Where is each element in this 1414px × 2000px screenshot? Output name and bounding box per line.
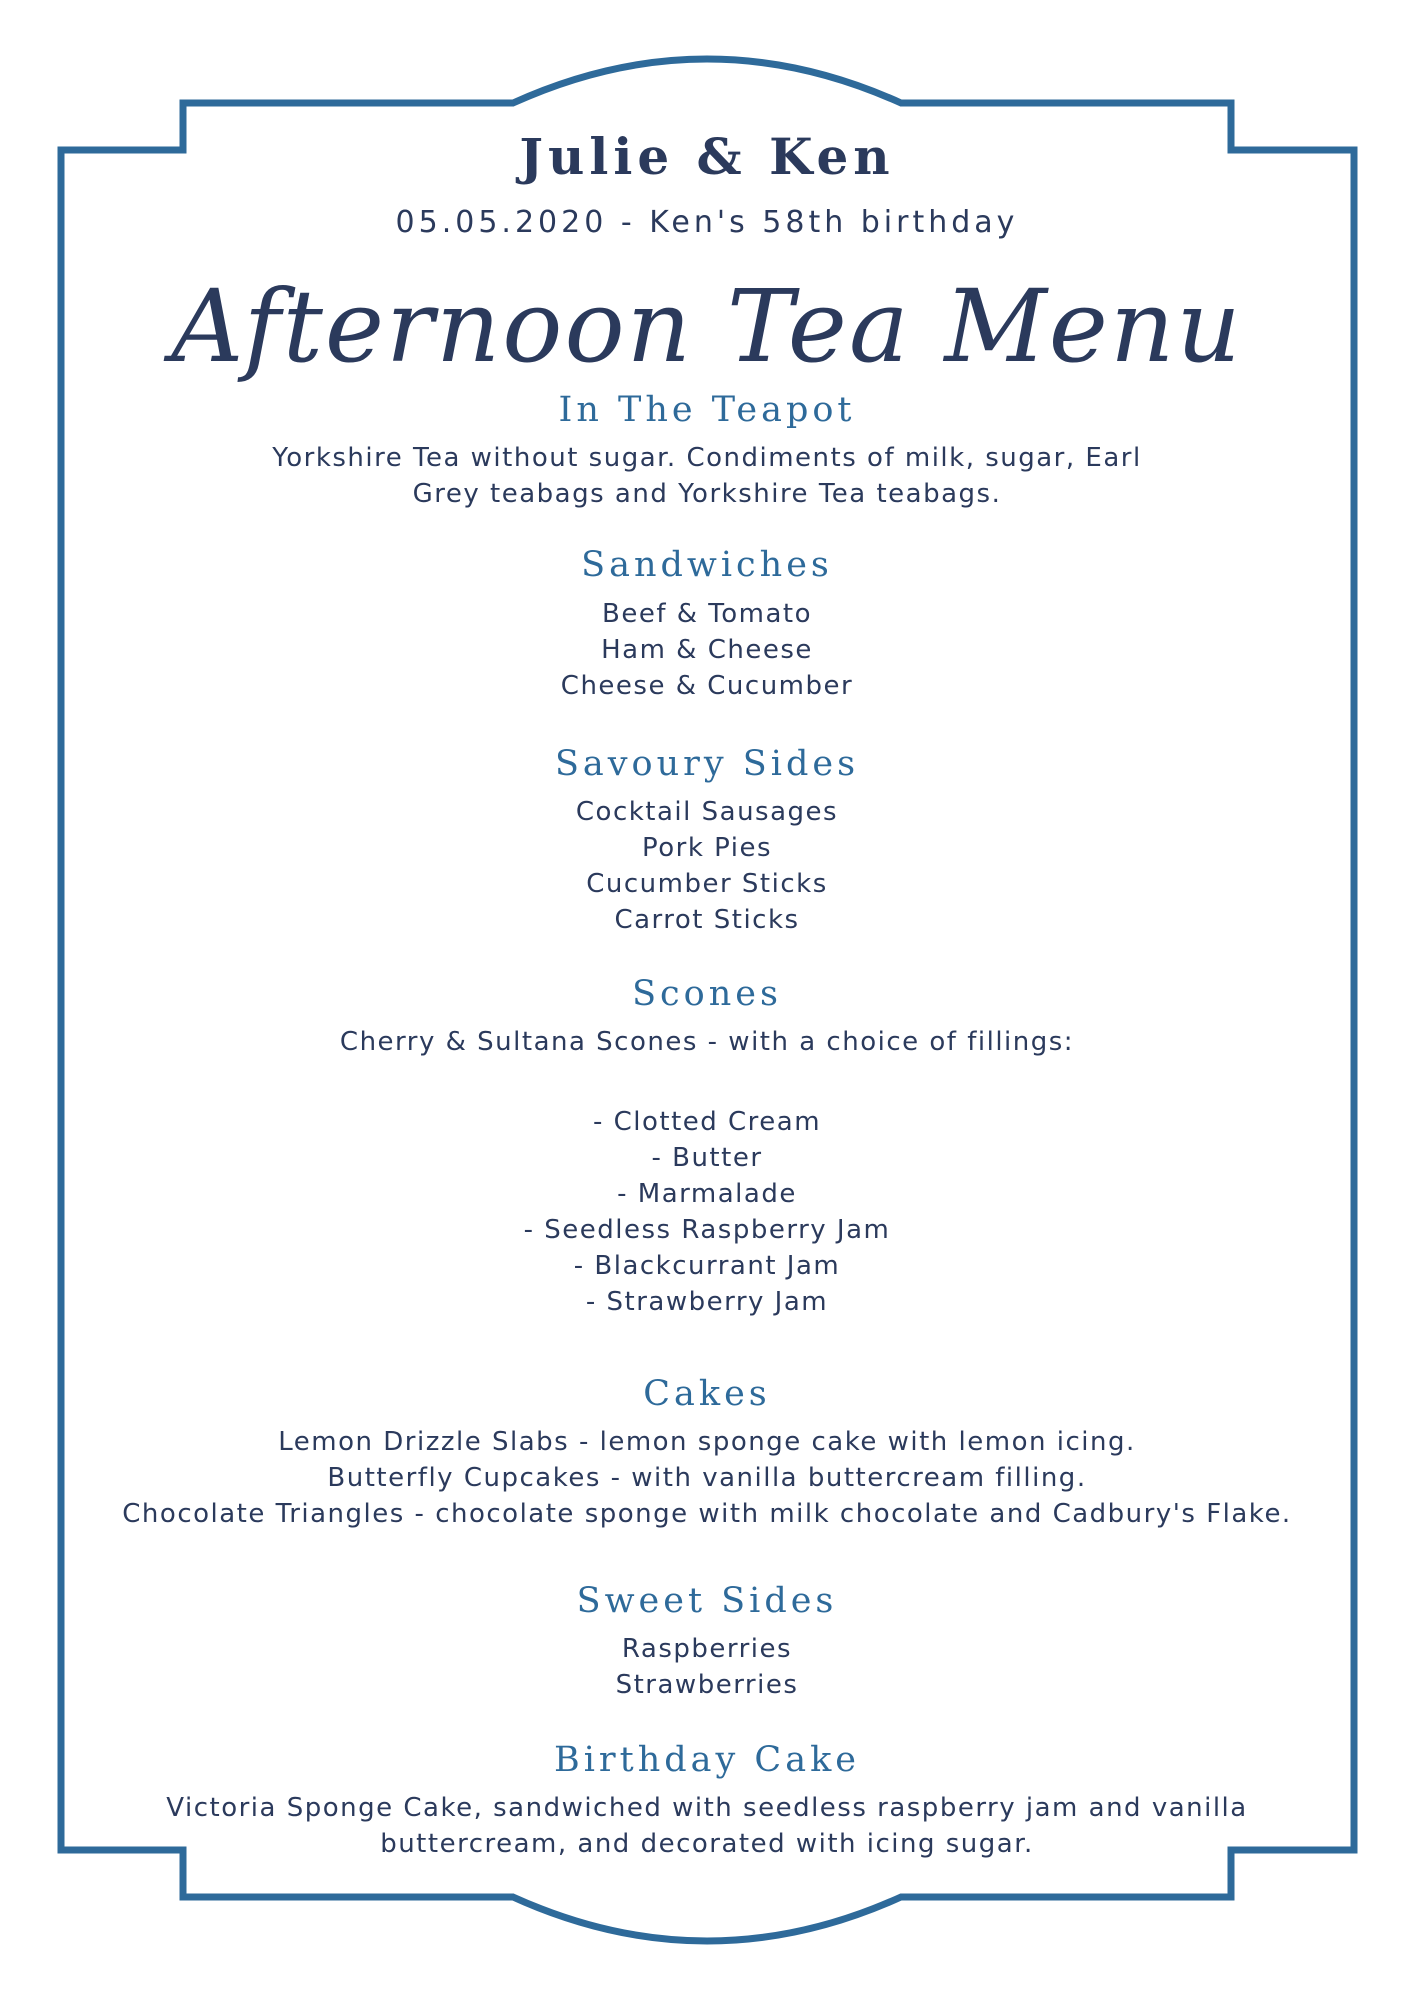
filling-item: - Butter (651, 1143, 763, 1173)
section-heading-birthday-cake: Birthday Cake (554, 1740, 860, 1780)
teapot-line: Grey teabags and Yorkshire Tea teabags. (412, 479, 1002, 509)
scone-fillings-list (0, 1104, 1414, 1320)
menu-item: Carrot Sticks (614, 905, 800, 935)
birthday-line: Victoria Sponge Cake, sandwiched with seedless raspberry jam and vanilla (166, 1793, 1248, 1823)
section-heading-sandwiches: Sandwiches (581, 545, 833, 585)
sandwiches-list (0, 596, 1414, 704)
event-date: 05.05.2020 - Ken's 58th birthday (395, 205, 1019, 240)
menu-item: Raspberries (621, 1634, 793, 1664)
menu-item: Chocolate Triangles - chocolate sponge with milk chocolate and Cadbury's Flake. (122, 1499, 1292, 1529)
filling-item: - Strawberry Jam (585, 1287, 829, 1317)
couple-names: Julie & Ken (519, 127, 895, 186)
menu-item: Pork Pies (641, 833, 773, 863)
teapot-description (0, 440, 1414, 512)
savoury-sides-list (0, 794, 1414, 938)
sweet-sides-list (0, 1631, 1414, 1703)
filling-item: - Blackcurrant Jam (573, 1251, 841, 1281)
teapot-line: Yorkshire Tea without sugar. Condiments of milk, sugar, Earl (272, 443, 1142, 473)
menu-title: Afternoon Tea Menu (171, 268, 1243, 385)
section-heading-teapot: In The Teapot (558, 390, 856, 430)
section-heading-cakes: Cakes (643, 1374, 771, 1414)
scones-description (0, 1024, 1414, 1060)
filling-item: - Marmalade (617, 1179, 797, 1209)
section-heading-sweet-sides: Sweet Sides (576, 1581, 838, 1621)
menu-item: Butterfly Cupcakes - with vanilla buttercream filling. (327, 1463, 1087, 1493)
menu-item: Lemon Drizzle Slabs - lemon sponge cake with lemon icing. (278, 1427, 1136, 1457)
menu-item: Ham & Cheese (601, 635, 813, 665)
cakes-list (0, 1424, 1414, 1532)
menu-item: Beef & Tomato (601, 599, 813, 629)
filling-item: - Seedless Raspberry Jam (523, 1215, 891, 1245)
section-heading-savoury-sides: Savoury Sides (554, 744, 860, 784)
filling-item: - Clotted Cream (592, 1107, 822, 1137)
section-heading-scones: Scones (632, 974, 782, 1014)
menu-item: Cheese & Cucumber (560, 671, 854, 701)
birthday-line: buttercream, and decorated with icing sugar. (380, 1829, 1034, 1859)
birthday-cake-description (0, 1790, 1414, 1862)
menu-item: Cocktail Sausages (575, 797, 839, 827)
scones-intro: Cherry & Sultana Scones - with a choice of fillings: (339, 1027, 1075, 1057)
menu-item: Cucumber Sticks (586, 869, 828, 899)
menu-item: Strawberries (615, 1670, 799, 1700)
